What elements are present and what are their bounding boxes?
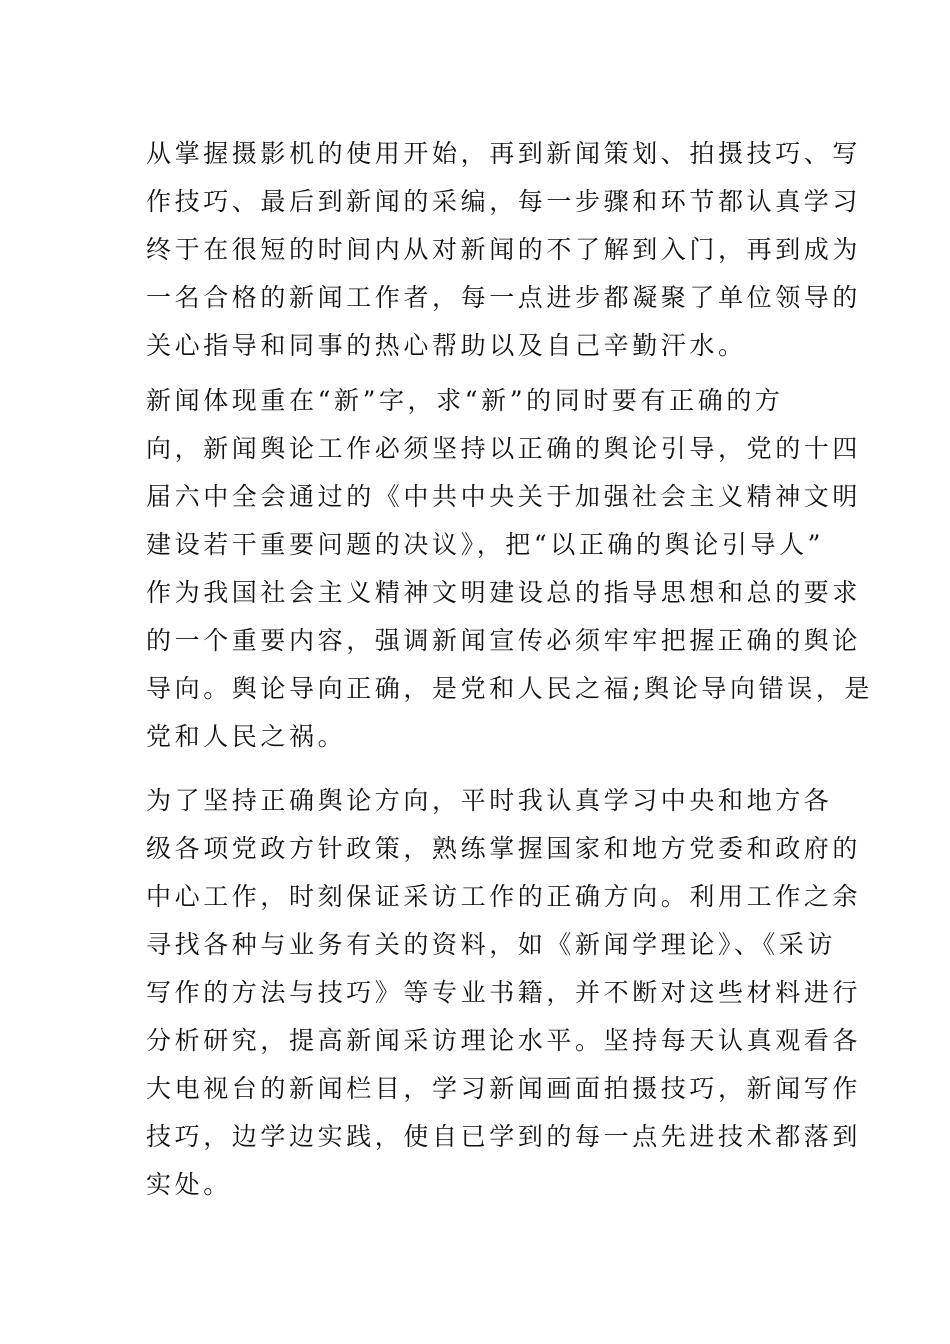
paragraph-line: 届六中全会通过的《中共中央关于加强社会主义精神文明 bbox=[146, 482, 862, 511]
paragraph-line: 导向。舆论导向正确，是党和人民之福;舆论导向错误，是 bbox=[146, 674, 874, 703]
paragraph-2 bbox=[146, 377, 874, 761]
paragraph-line: 分析研究，提高新闻采访理论水平。坚持每天认真观看各 bbox=[146, 1026, 862, 1055]
paragraph-1 bbox=[146, 130, 862, 370]
paragraph-line: 寻找各种与业务有关的资料，如《新闻学理论》、《采访 bbox=[146, 930, 837, 959]
paragraph-line: 新闻体现重在“新”字，求“新”的同时要有正确的方 bbox=[146, 386, 784, 415]
paragraph-line: 一名合格的新闻工作者，每一点进步都凝聚了单位领导的 bbox=[146, 283, 862, 312]
paragraph-line: 终于在很短的时间内从对新闻的不了解到入门，再到成为 bbox=[146, 235, 862, 264]
paragraph-line: 向，新闻舆论工作必须坚持以正确的舆论引导，党的十四 bbox=[146, 434, 862, 463]
paragraph-line: 为了坚持正确舆论方向，平时我认真学习中央和地方各 bbox=[146, 786, 833, 815]
paragraph-3 bbox=[146, 777, 862, 1209]
paragraph-line: 作技巧、最后到新闻的采编，每一步骤和环节都认真学习 bbox=[146, 187, 862, 216]
paragraph-line: 技巧，边学边实践，使自已学到的每一点先进技术都落到 bbox=[146, 1122, 862, 1151]
paragraph-line: 大电视台的新闻栏目，学习新闻画面拍摄技巧，新闻写作 bbox=[146, 1074, 862, 1103]
paragraph-line: 从掌握摄影机的使用开始，再到新闻策划、拍摄技巧、写 bbox=[146, 139, 862, 168]
paragraph-line: 作为我国社会主义精神文明建设总的指导思想和总的要求 bbox=[146, 578, 862, 607]
paragraph-line: 党和人民之祸。 bbox=[146, 722, 347, 751]
paragraph-line: 级各项党政方针政策，熟练掌握国家和地方党委和政府的 bbox=[146, 834, 862, 863]
paragraph-line: 中心工作，时刻保证采访工作的正确方向。利用工作之余 bbox=[146, 882, 862, 911]
paragraph-line: 实处。 bbox=[146, 1170, 232, 1199]
paragraph-line: 建设若干重要问题的决议》，把“以正确的舆论引导人” bbox=[146, 530, 825, 559]
paragraph-line: 关心指导和同事的热心帮助以及自己辛勤汗水。 bbox=[146, 331, 747, 360]
paragraph-line: 写作的方法与技巧》等专业书籍，并不断对这些材料进行 bbox=[146, 978, 862, 1007]
paragraph-line: 的一个重要内容，强调新闻宣传必须牢牢把握正确的舆论 bbox=[146, 626, 862, 655]
